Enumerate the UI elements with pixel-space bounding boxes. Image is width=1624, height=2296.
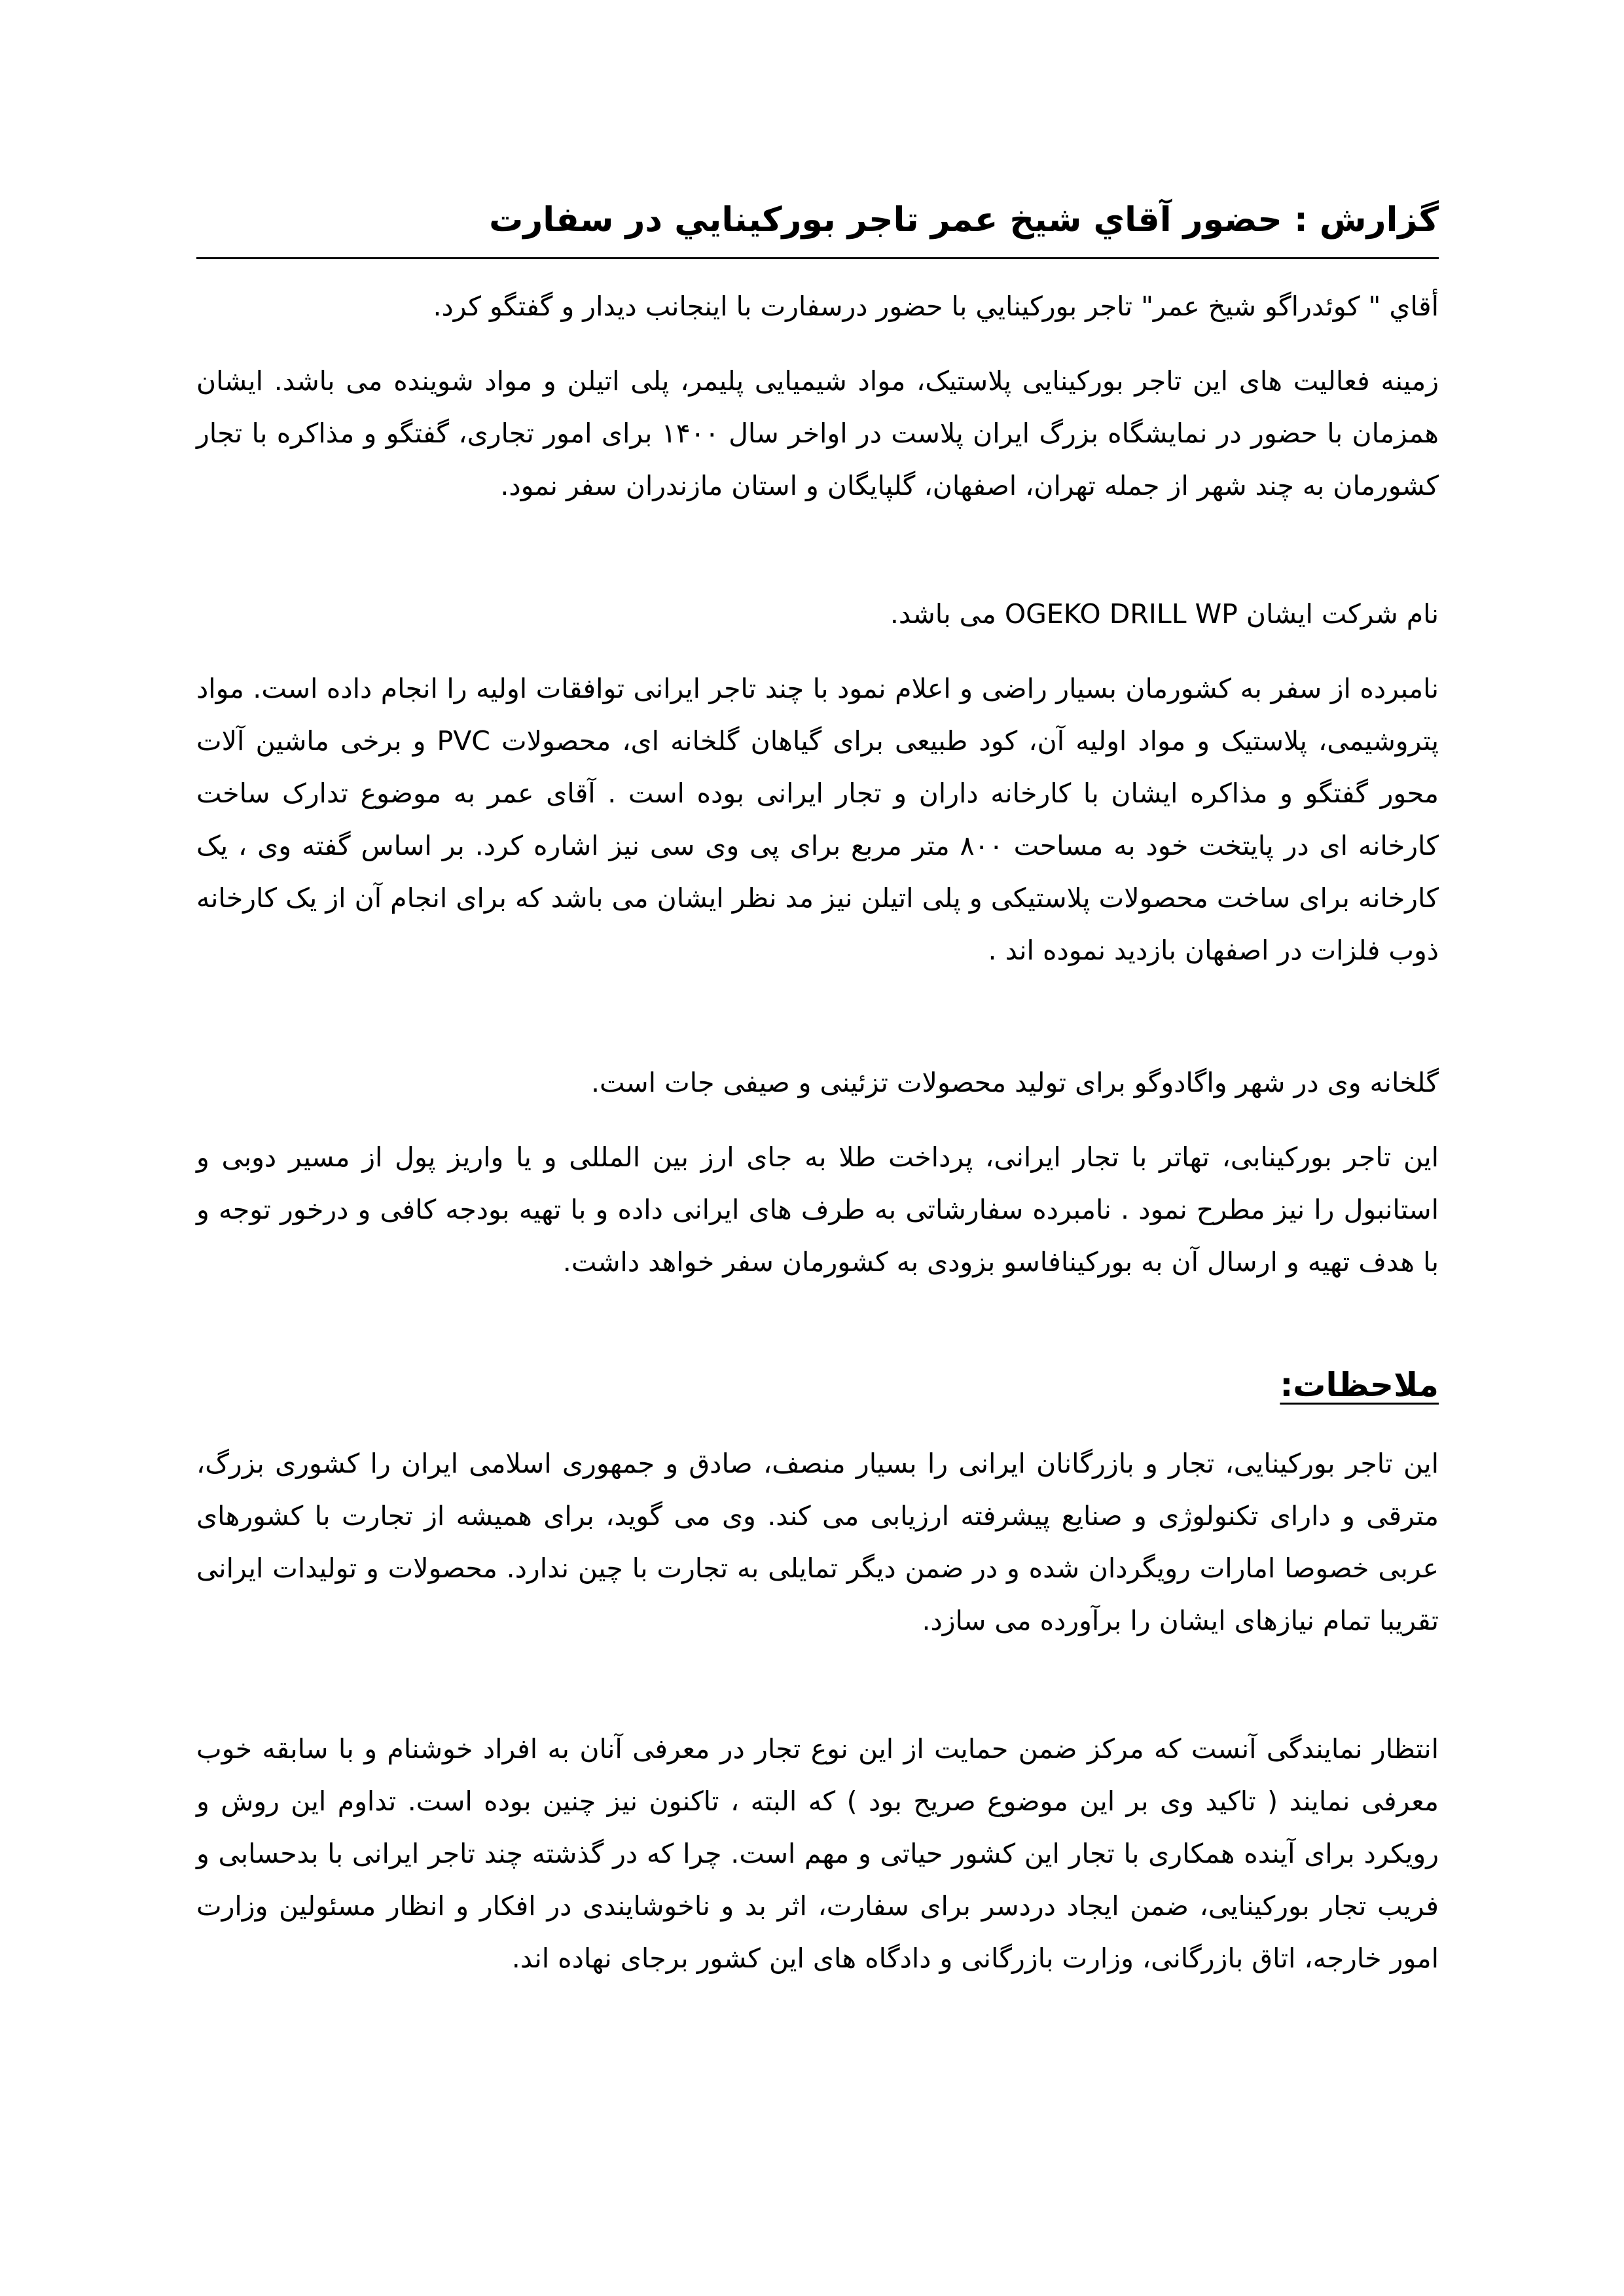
paragraph-payment: این تاجر بورکینابی، تهاتر با تجار ایرانی، پرداخت طلا به جای ارز بین المللی و یا واریز پول از مسیر دوبی و استانبول را نیز مطرح نمود . نامبرده سفارشاتی به طرف های ایرانی داده و با تهیه بودجه کافی و درخور توجه و با هدف تهیه و ارسال آن به بورکینافاسو بزودی به کشورمان سفر خواهد داشت. bbox=[196, 1141, 1439, 1278]
notes-heading: ملاحظات: bbox=[1280, 1366, 1439, 1404]
paragraph-notes-expectation: انتظار نمایندگی آنست که مرکز ضمن حمایت از این نوع تجار در معرفی آنان به افراد خوشنام و با سابقه خوب معرفی نمایند ( تاکید وی بر این موضوع صریح بود ) که البته ، تاکنون نیز چنین بوده است. تداوم این روش و رویکرد برای آینده همکاری با تجار این کشور حیاتی و مهم است. چرا که در گذشته چند تاجر ایرانی با بدحسابی و فریب تجار بورکینایی، ضمن ایجاد دردسر برای سفارت، اثر بد و ناخوشایندی در افکار و انظار مسئولین وزارت امور خارجه، اتاق بازرگانی، وزارت بازرگانی و دادگاه های این کشور برجای نهاده اند. bbox=[196, 1733, 1439, 1974]
report-title: گزارش : حضور آقاي شیخ عمر تاجر بورکینایي در سفارت bbox=[489, 200, 1439, 240]
title-divider bbox=[196, 257, 1439, 259]
company-name-text: نام شرکت ایشان OGEKO DRILL WP می باشد. bbox=[890, 598, 1439, 630]
paragraph-agreements: نامبرده از سفر به کشورمان بسیار راضی و اعلام نمود با چند تاجر ایرانی توافقات اولیه را انجام داده است. مواد پتروشیمی، پلاستیک و مواد اولیه آن، کود طبیعی برای گیاهان گلخانه ای، محصولات PVC و برخی ماشین آلات محور گفتگو و مذاکره ایشان با کارخانه داران و تجار ایرانی بوده است . آقای عمر به موضوع تدارک ساخت کارخانه ای در پایتخت خود به مساحت ۸۰۰ متر مربع برای پی وی سی نیز اشاره کرد. بر اساس گفته وی ، یک کارخانه برای ساخت محصولات پلاستیکی و پلی اتیلن نیز مد نظر ایشان می باشد که برای انجام آن از یک کارخانه ذوب فلزات در اصفهان بازدید نموده اند . bbox=[196, 673, 1439, 966]
paragraph-company bbox=[196, 588, 1439, 640]
paragraph-meeting: أقاي " کوئدراگو شیخ عمر" تاجر بورکینایي با حضور درسفارت با اینجانب دیدار و گفتگو کرد. bbox=[433, 291, 1439, 322]
document-page bbox=[196, 0, 1439, 2296]
paragraph-notes-assessment: این تاجر بورکینایی، تجار و بازرگانان ایرانی را بسیار منصف، صادق و جمهوری اسلامی ایران را کشوری بزرگ، مترقی و دارای تکنولوژی و صنایع پیشرفته ارزیابی می کند. وی می گوید، برای همیشه از تجارت با کشورهای عربی خصوصا امارات رویگردان شده و در ضمن دیگر تمایلی به تجارت با چین ندارد. محصولات و تولیدات ایرانی تقریبا تمام نیازهای ایشان را برآورده می سازد. bbox=[196, 1448, 1439, 1636]
paragraph-activities: زمینه فعالیت های این تاجر بورکینایی پلاستیک، مواد شیمیایی پلیمر، پلی اتیلن و مواد شوینده می باشد. ایشان همزمان با حضور در نمایشگاه بزرگ ایران پلاست در اواخر سال ۱۴۰۰ برای امور تجاری، گفتگو و مذاکره با تجار کشورمان به چند شهر از جمله تهران، اصفهان، گلپایگان و استان مازندران سفر نمود. bbox=[196, 365, 1439, 501]
paragraph-greenhouse: گلخانه وی در شهر واگادوگو برای تولید محصولات تزئینی و صیفی جات است. bbox=[591, 1067, 1439, 1098]
